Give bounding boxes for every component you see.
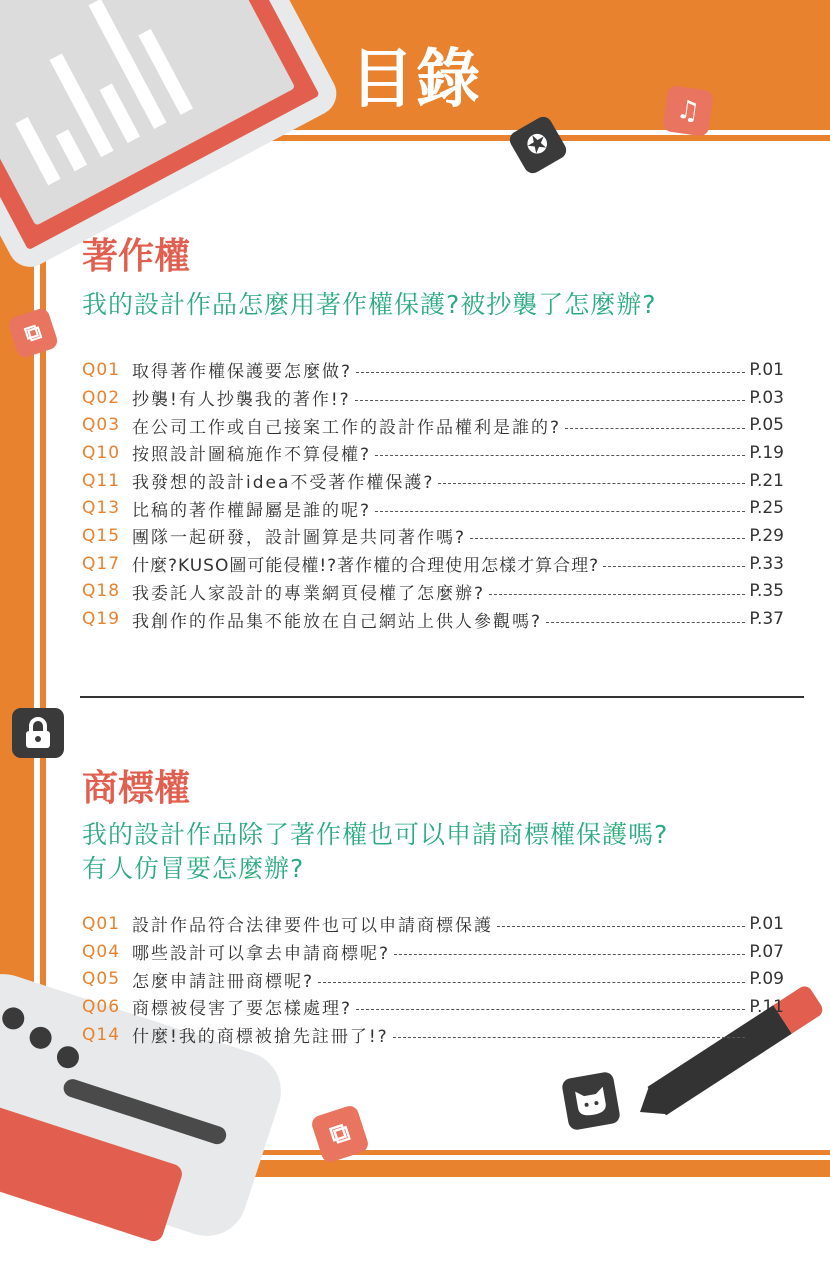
question-number: Q05 xyxy=(82,969,121,990)
chart-bar xyxy=(56,129,87,171)
lock-glyph xyxy=(24,717,52,749)
cast-screen-icon: ⧉ xyxy=(7,307,60,360)
question-number: Q15 xyxy=(82,525,121,546)
toc-entry[interactable] xyxy=(82,439,784,467)
toc-entry[interactable] xyxy=(82,522,784,550)
question-text: 團隊一起研發，設計圖算是共同著作嗎? xyxy=(132,528,467,549)
toc-entry[interactable] xyxy=(82,1021,784,1049)
question-text: 商標被侵害了要怎樣處理? xyxy=(132,999,353,1020)
question-text: 我創作的作品集不能放在自己網站上供人參觀嗎? xyxy=(132,611,543,632)
page-number: P.11 xyxy=(749,996,784,1017)
question-number: Q14 xyxy=(82,1024,121,1045)
page-number: P.29 xyxy=(749,525,784,546)
dotted-leader xyxy=(394,954,745,955)
page-number: P.25 xyxy=(749,498,784,519)
question-text: 我委託人家設計的專業網頁侵權了怎麼辦? xyxy=(132,583,486,604)
dotted-leader xyxy=(318,982,745,983)
toc-entry[interactable] xyxy=(82,938,784,966)
question-number: Q17 xyxy=(82,553,121,574)
toc-entry[interactable] xyxy=(82,965,784,993)
section-title-copyright: 著作權 xyxy=(82,236,191,277)
toc-entry[interactable] xyxy=(82,993,784,1021)
section-subtitle: 我的設計作品怎麼用著作權保護?被抄襲了怎麼辦? xyxy=(82,290,657,319)
page-number: P.05 xyxy=(749,415,784,436)
question-number: Q13 xyxy=(82,498,121,519)
page-number: P.33 xyxy=(749,553,784,574)
dotted-leader xyxy=(355,400,746,401)
dotted-leader xyxy=(375,511,745,512)
toc-entry[interactable] xyxy=(82,494,784,522)
page-number: P.27 xyxy=(749,1024,784,1045)
dotted-leader xyxy=(489,594,745,595)
question-text: 設計作品符合法律要件也可以申請商標保護 xyxy=(132,916,493,937)
question-text: 我發想的設計idea不受著作權保護? xyxy=(132,473,435,494)
toc-entry[interactable] xyxy=(82,605,784,633)
question-text: 什麼!我的商標被搶先註冊了!? xyxy=(132,1027,389,1048)
page-number: P.21 xyxy=(749,470,784,491)
chart-bar xyxy=(15,117,60,185)
page-number: P.37 xyxy=(749,609,784,630)
question-text: 按照設計圖稿施作不算侵權? xyxy=(132,445,372,466)
section-title-trademark: 商標權 xyxy=(82,768,191,809)
page-number: P.07 xyxy=(749,941,784,962)
page-number: P.09 xyxy=(749,969,784,990)
page-number: P.19 xyxy=(749,442,784,463)
device-dot xyxy=(0,1005,27,1033)
question-number: Q19 xyxy=(82,609,121,630)
music-note-icon: ♫ xyxy=(662,85,714,137)
tablet-screen xyxy=(0,0,295,226)
toc-list-copyright xyxy=(82,356,784,633)
cat-glyph xyxy=(572,1083,611,1118)
page-number: P.01 xyxy=(749,913,784,934)
cast-screen-icon: ⧉ xyxy=(310,1104,370,1164)
question-text: 抄襲!有人抄襲我的著作!? xyxy=(132,390,351,411)
toc-entry[interactable] xyxy=(82,578,784,606)
question-number: Q03 xyxy=(82,415,121,436)
dotted-leader xyxy=(603,566,745,567)
question-number: Q02 xyxy=(82,387,121,408)
question-number: Q01 xyxy=(82,359,121,380)
toc-entry[interactable] xyxy=(82,411,784,439)
question-number: Q06 xyxy=(82,996,121,1017)
page-number: P.35 xyxy=(749,581,784,602)
toc-entry[interactable] xyxy=(82,467,784,495)
question-number: Q10 xyxy=(82,442,121,463)
cat-face-icon xyxy=(561,1071,621,1131)
toc-entry[interactable] xyxy=(82,356,784,384)
lock-icon xyxy=(12,708,64,758)
dotted-leader xyxy=(565,428,745,429)
section-divider xyxy=(80,696,804,698)
dotted-leader xyxy=(375,455,745,456)
question-text: 取得著作權保護要怎麼做? xyxy=(132,362,353,383)
dotted-leader xyxy=(546,622,745,623)
device-dot xyxy=(54,1043,82,1071)
question-number: Q04 xyxy=(82,941,121,962)
dotted-leader xyxy=(356,372,745,373)
question-number: Q11 xyxy=(82,470,121,491)
dotted-leader xyxy=(356,1009,745,1010)
question-text: 比稿的著作權歸屬是誰的呢? xyxy=(132,500,372,521)
dotted-leader xyxy=(438,483,745,484)
question-number: Q18 xyxy=(82,581,121,602)
toc-entry[interactable] xyxy=(82,910,784,938)
page-number: P.03 xyxy=(749,387,784,408)
toc-list-trademark xyxy=(82,910,784,1048)
section-subtitle-line-2: 有人仿冒要怎麼辦? xyxy=(82,854,305,883)
question-text: 在公司工作或自己接案工作的設計作品權利是誰的? xyxy=(132,417,562,438)
toc-entry[interactable] xyxy=(82,384,784,412)
page-number: P.01 xyxy=(749,359,784,380)
device-dot xyxy=(27,1024,55,1052)
section-subtitle-line-1: 我的設計作品除了著作權也可以申請商標權保護嗎? xyxy=(82,820,669,849)
toc-entry[interactable] xyxy=(82,550,784,578)
award-ribbon-icon: ✪ xyxy=(507,114,570,177)
page-title: 目錄 xyxy=(350,43,482,117)
dotted-leader xyxy=(393,1037,746,1038)
question-text: 怎麼申請註冊商標呢? xyxy=(132,971,315,992)
question-number: Q01 xyxy=(82,913,121,934)
dotted-leader xyxy=(497,926,745,927)
dotted-leader xyxy=(470,538,745,539)
question-text: 哪些設計可以拿去申請商標呢? xyxy=(132,944,391,965)
question-text: 什麼?KUSO圖可能侵權!?著作權的合理使用怎樣才算合理? xyxy=(132,556,600,577)
